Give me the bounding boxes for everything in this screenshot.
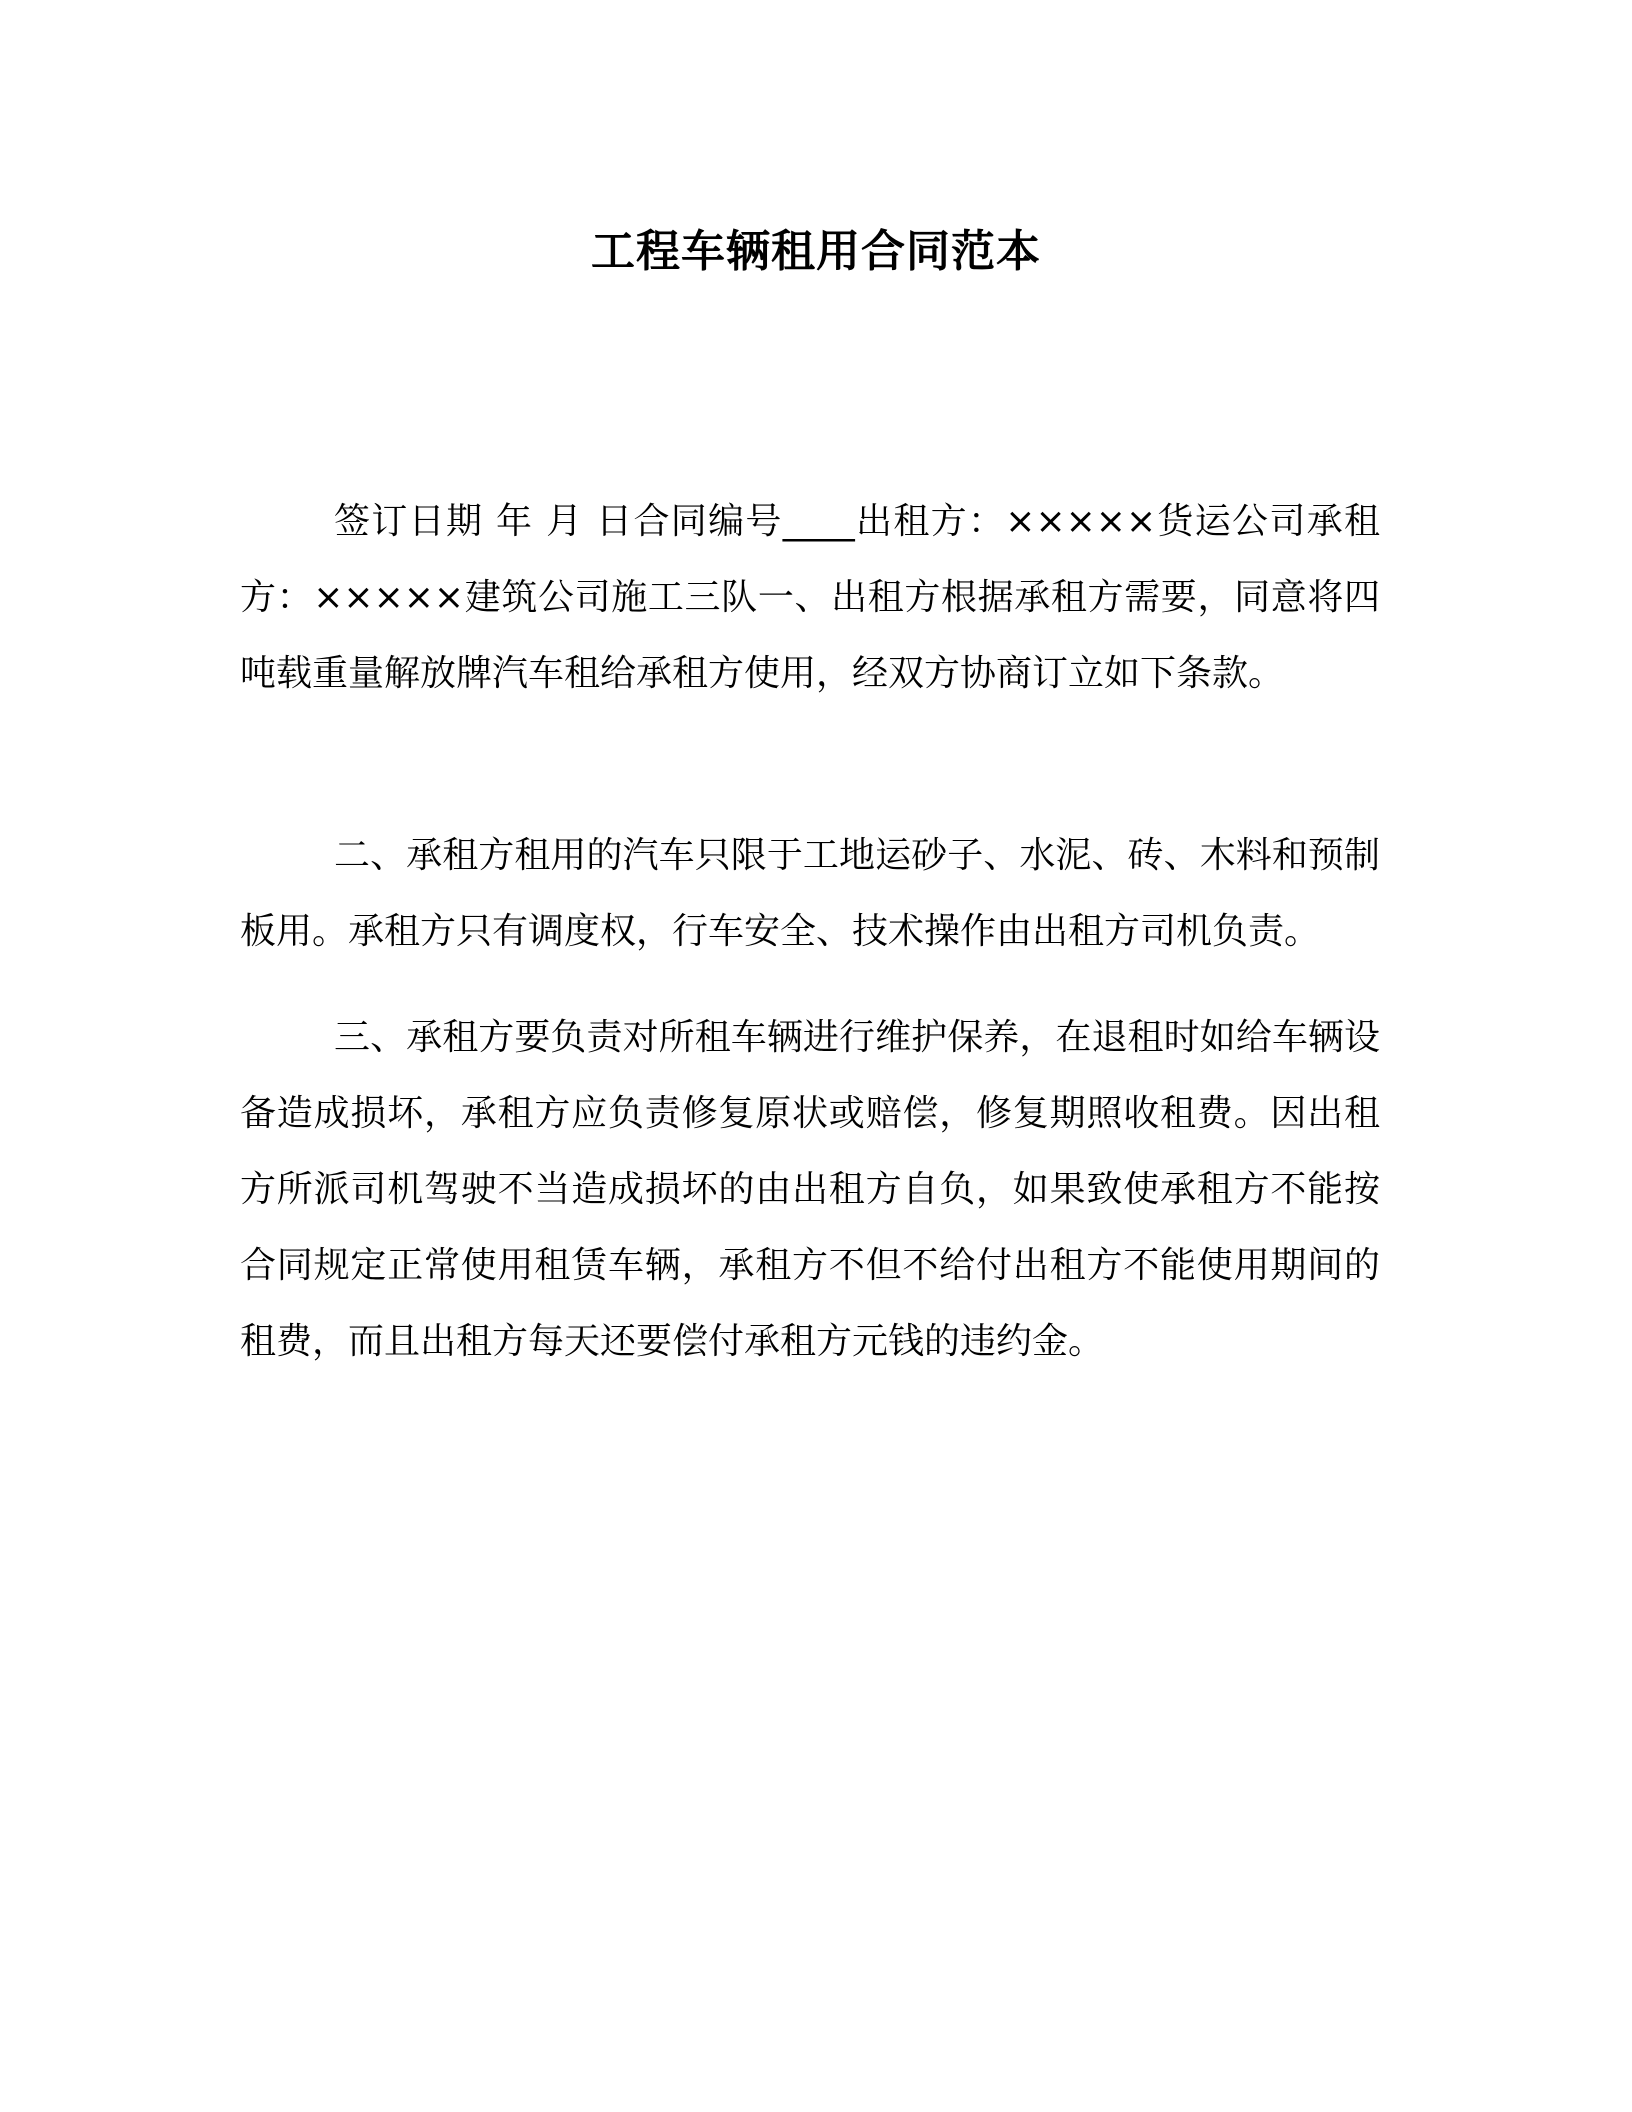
paragraph-signing-info: 签订日期 年 月 日合同编号____出租方：×××××货运公司承租方：×××××建筑公司施工三队一、出租方根据承租方需要，同意将四吨载重量解放牌汽车租给承租方使用，经双方协商订立如下条款。 — [240, 501, 1380, 694]
document-title: 工程车辆租用合同范本 — [591, 226, 1041, 277]
paragraph-clause-3: 三、承租方要负责对所租车辆进行维护保养，在退租时如给车辆设备造成损坏，承租方应负责修复原状或赔偿，修复期照收租费。因出租方所派司机驾驶不当造成损坏的由出租方自负，如果致使承租方不能按合同规定正常使用租赁车辆，承租方不但不给付出租方不能使用期间的租费，而且出租方每天还要偿付承租方元钱的违约金。 — [240, 1017, 1380, 1362]
paragraph-clause-2: 二、承租方租用的汽车只限于工地运砂子、水泥、砖、木料和预制板用。承租方只有调度权，行车安全、技术操作由出租方司机负责。 — [240, 835, 1380, 952]
